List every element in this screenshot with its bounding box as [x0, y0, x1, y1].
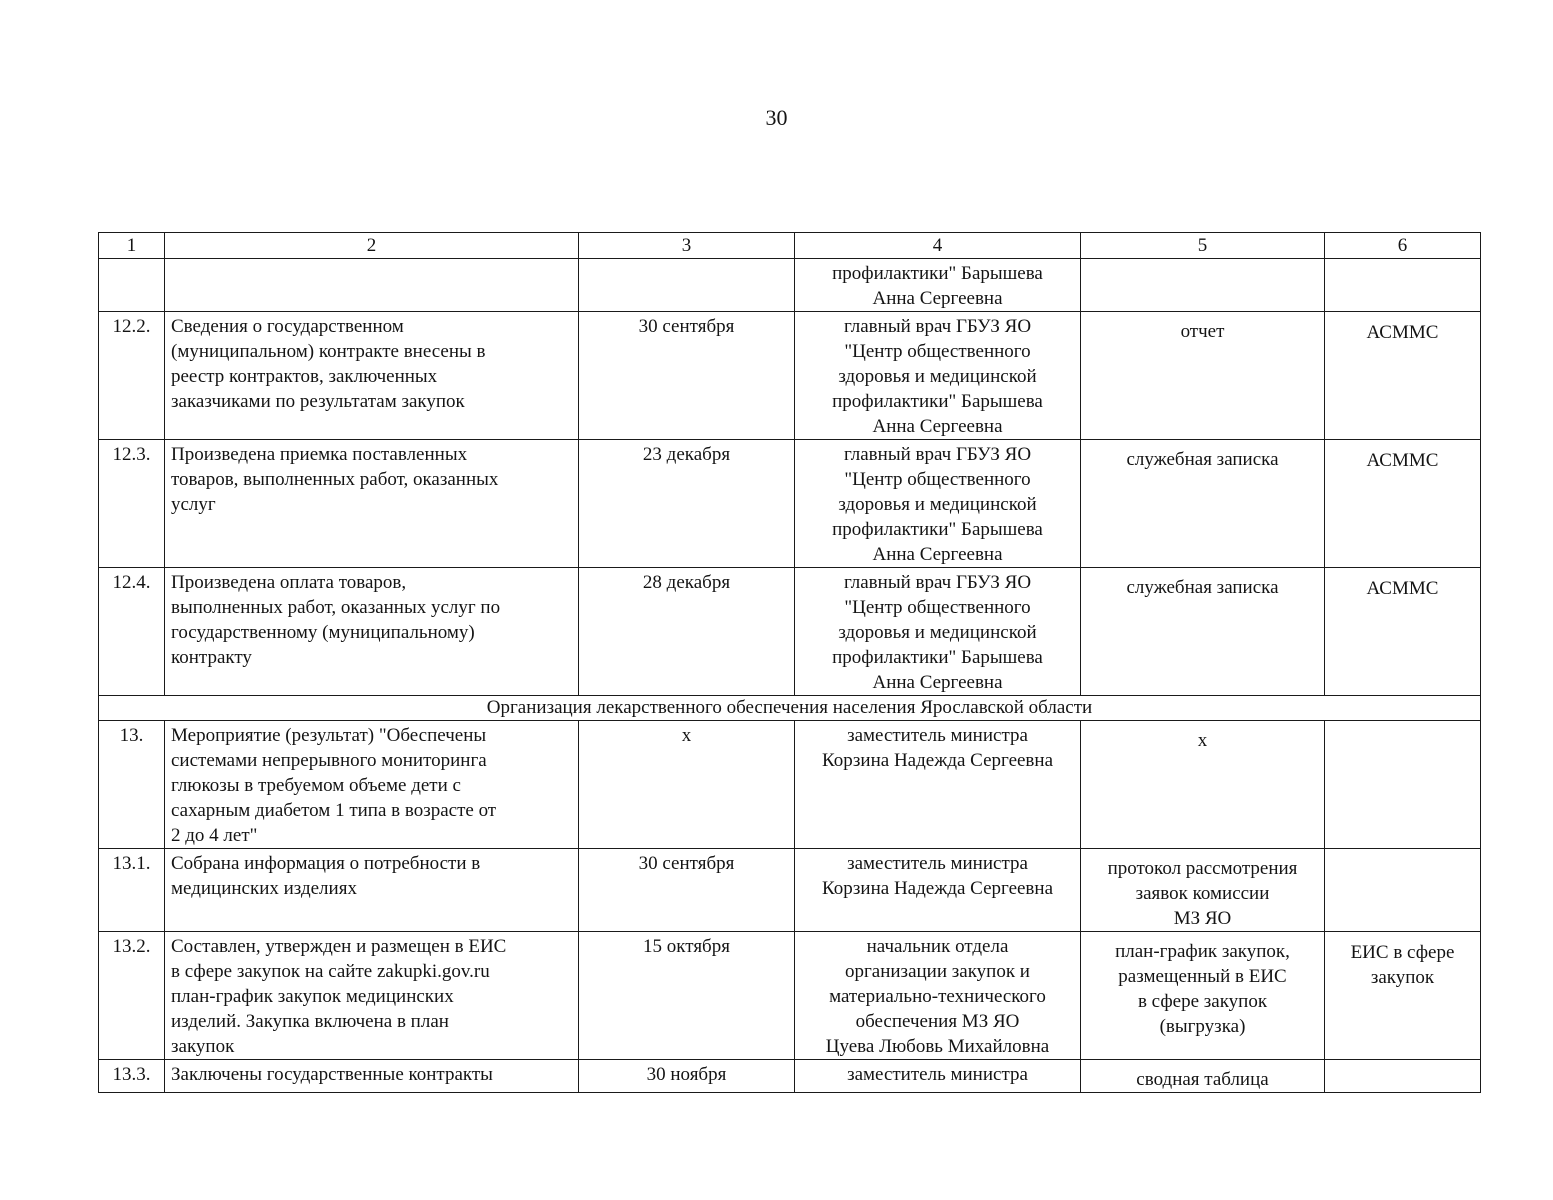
number-cell: 13.2.: [99, 932, 165, 1060]
table-row: [99, 721, 1481, 849]
plan-table: [98, 232, 1481, 1093]
number-cell: 13.1.: [99, 849, 165, 932]
header-cell-3: 3: [579, 233, 795, 259]
description-cell: Произведена оплата товаров, выполненных работ, оказанных услуг по государственному (муниципальному) контракту: [165, 568, 579, 696]
description-cell: Мероприятие (результат) "Обеспечены системами непрерывного мониторинга глюкозы в требуемом объеме дети с сахарным диабетом 1 типа в возрасте от 2 до 4 лет": [165, 721, 579, 849]
description-cell: Собрана информация о потребности в медицинских изделиях: [165, 849, 579, 932]
date-cell: 28 декабря: [579, 568, 795, 696]
description-cell: [165, 259, 579, 312]
system-cell: АСММС: [1325, 440, 1481, 568]
date-cell: [579, 259, 795, 312]
header-cell-6: 6: [1325, 233, 1481, 259]
document-cell: [1081, 259, 1325, 312]
table-row: [99, 568, 1481, 696]
responsible-cell: главный врач ГБУЗ ЯО "Центр общественного здоровья и медицинской профилактики" Барышева Анна Сергеевна: [795, 568, 1081, 696]
table-row: [99, 932, 1481, 1060]
page-number: 30: [765, 105, 788, 130]
header-cell-4: 4: [795, 233, 1081, 259]
description-cell: Произведена приемка поставленных товаров, выполненных работ, оказанных услуг: [165, 440, 579, 568]
system-cell: АСММС: [1325, 312, 1481, 440]
table-row: [99, 440, 1481, 568]
responsible-cell: профилактики" Барышева Анна Сергеевна: [795, 259, 1081, 312]
system-cell: [1325, 849, 1481, 932]
responsible-cell: главный врач ГБУЗ ЯО "Центр общественного здоровья и медицинской профилактики" Барышева Анна Сергеевна: [795, 312, 1081, 440]
document-cell: план-график закупок, размещенный в ЕИС в сфере закупок (выгрузка): [1081, 932, 1325, 1060]
header-row: [99, 233, 1481, 259]
number-cell: 12.3.: [99, 440, 165, 568]
responsible-cell: заместитель министра Корзина Надежда Сергеевна: [795, 721, 1081, 849]
date-cell: 15 октября: [579, 932, 795, 1060]
system-cell: [1325, 259, 1481, 312]
responsible-cell: главный врач ГБУЗ ЯО "Центр общественного здоровья и медицинской профилактики" Барышева Анна Сергеевна: [795, 440, 1081, 568]
document-cell: служебная записка: [1081, 568, 1325, 696]
number-cell: [99, 259, 165, 312]
document-cell: х: [1081, 721, 1325, 849]
number-cell: 12.2.: [99, 312, 165, 440]
number-cell: 12.4.: [99, 568, 165, 696]
date-cell: 23 декабря: [579, 440, 795, 568]
system-cell: [1325, 721, 1481, 849]
number-cell: 13.3.: [99, 1060, 165, 1093]
system-cell: ЕИС в сфере закупок: [1325, 932, 1481, 1060]
date-cell: х: [579, 721, 795, 849]
description-cell: Заключены государственные контракты: [165, 1060, 579, 1093]
date-cell: 30 сентября: [579, 312, 795, 440]
document-cell: сводная таблица: [1081, 1060, 1325, 1093]
header-cell-5: 5: [1081, 233, 1325, 259]
date-cell: 30 сентября: [579, 849, 795, 932]
table-row: [99, 259, 1481, 312]
number-cell: 13.: [99, 721, 165, 849]
document-cell: отчет: [1081, 312, 1325, 440]
description-cell: Сведения о государственном (муниципальном) контракте внесены в реестр контрактов, заключенных заказчиками по результатам закупок: [165, 312, 579, 440]
header-cell-2: 2: [165, 233, 579, 259]
responsible-cell: начальник отдела организации закупок и материально-технического обеспечения МЗ ЯО Цуева Любовь Михайловна: [795, 932, 1081, 1060]
description-cell: Составлен, утвержден и размещен в ЕИС в сфере закупок на сайте zakupki.gov.ru план-график закупок медицинских изделий. Закупка включена в план закупок: [165, 932, 579, 1060]
table-row: [99, 312, 1481, 440]
date-cell: 30 ноября: [579, 1060, 795, 1093]
responsible-cell: заместитель министра Корзина Надежда Сергеевна: [795, 849, 1081, 932]
responsible-cell: заместитель министра: [795, 1060, 1081, 1093]
section-title: Организация лекарственного обеспечения населения Ярославской области: [99, 696, 1481, 721]
system-cell: АСММС: [1325, 568, 1481, 696]
document-cell: протокол рассмотрения заявок комиссии МЗ ЯО: [1081, 849, 1325, 932]
table-row: [99, 849, 1481, 932]
document-cell: служебная записка: [1081, 440, 1325, 568]
table-row: [99, 1060, 1481, 1093]
section-row: [99, 696, 1481, 721]
header-cell-1: 1: [99, 233, 165, 259]
system-cell: [1325, 1060, 1481, 1093]
